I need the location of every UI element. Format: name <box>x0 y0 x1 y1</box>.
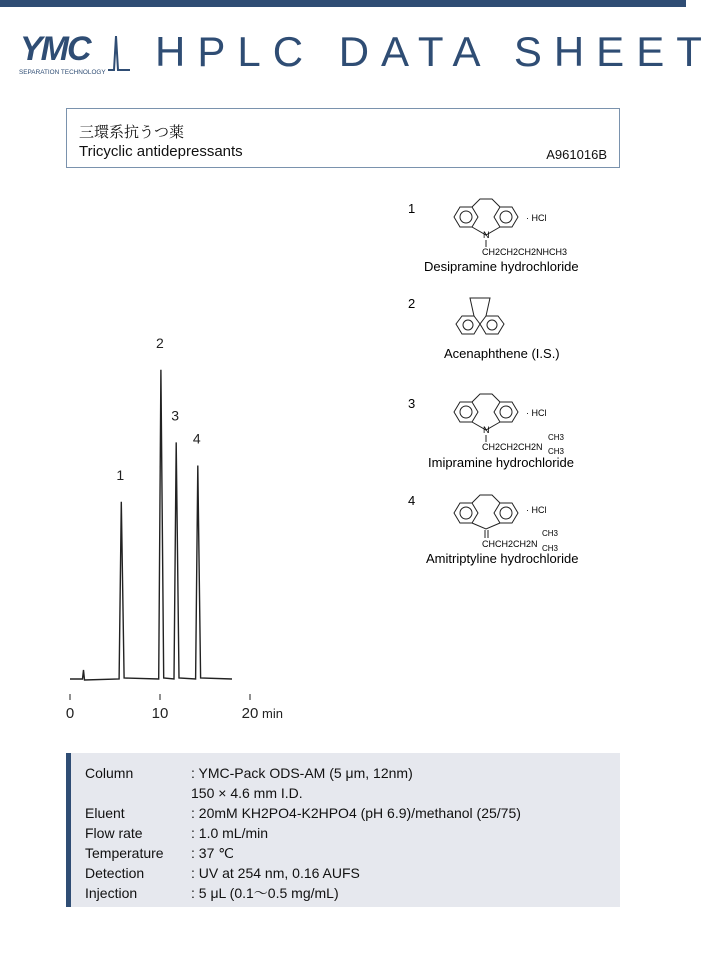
peak-label: 4 <box>192 430 201 447</box>
ymc-logo <box>18 30 130 80</box>
nitrogen-label: N <box>483 425 490 435</box>
condition-key <box>85 784 191 804</box>
methyl-upper: CH3 <box>548 433 565 442</box>
compound-3 <box>408 394 574 470</box>
compound-list <box>400 195 660 585</box>
condition-row <box>85 804 521 824</box>
sample-info-box <box>66 108 620 168</box>
methyl-lower: CH3 <box>542 544 559 553</box>
acenaphthene-structure <box>456 298 504 334</box>
condition-key: Column <box>85 765 134 781</box>
condition-key: Detection <box>85 865 145 881</box>
condition-row <box>85 784 521 804</box>
condition-value: : 20mM KH2PO4-K2HPO4 (pH 6.9)/methanol (25/75) <box>191 805 521 821</box>
compound-name: Acenaphthene (I.S.) <box>444 346 560 361</box>
salt-label: · HCl <box>526 408 547 418</box>
peak-label: 3 <box>171 407 180 424</box>
conditions-table <box>85 764 521 904</box>
condition-key: Temperature <box>85 845 164 861</box>
logo-text: YMC <box>20 30 90 68</box>
logo-subtext: SEPARATION TECHNOLOGY <box>19 69 106 76</box>
top-accent-bar <box>0 0 686 7</box>
condition-value: : 5 μL (0.1〜0.5 mg/mL) <box>191 885 339 901</box>
peak-label: 1 <box>116 466 125 483</box>
condition-value: 150 × 4.6 mm I.D. <box>191 785 303 801</box>
condition-key: Injection <box>85 885 138 901</box>
x-tick-label: 10 <box>151 705 169 722</box>
salt-label: · HCl <box>526 505 547 515</box>
condition-key: Eluent <box>85 805 125 821</box>
compound-1 <box>408 199 579 274</box>
chromatogram-trace <box>70 370 232 680</box>
methyl-upper: CH3 <box>542 529 559 538</box>
condition-row <box>85 884 521 904</box>
condition-value: : 1.0 mL/min <box>191 825 269 841</box>
compound-2 <box>408 296 560 361</box>
compound-number: 3 <box>408 396 416 411</box>
sheet-code: A961016B <box>546 147 607 162</box>
salt-label: · HCl <box>526 213 547 223</box>
peak-label: 2 <box>156 334 164 351</box>
side-chain: CH2CH2CH2NHCH3 <box>482 247 568 257</box>
x-tick-label: 20 <box>241 705 259 722</box>
compound-name: Desipramine hydrochloride <box>424 259 579 274</box>
compound-4 <box>408 493 578 566</box>
condition-value: : 37 ℃ <box>191 845 234 861</box>
condition-row <box>85 844 521 864</box>
x-axis-unit: min <box>262 706 283 721</box>
page-title: HPLC DATA SHEET <box>155 28 714 75</box>
side-chain: CH2CH2CH2N <box>482 442 543 452</box>
condition-value: : UV at 254 nm, 0.16 AUFS <box>191 865 360 881</box>
compound-name: Imipramine hydrochloride <box>428 455 574 470</box>
condition-key: Flow rate <box>85 825 143 841</box>
compound-number: 1 <box>408 201 416 216</box>
condition-row <box>85 864 521 884</box>
side-chain: CHCH2CH2N <box>482 539 538 549</box>
compound-number: 2 <box>408 296 416 311</box>
condition-row <box>85 764 521 784</box>
amitriptyline-structure <box>454 495 518 538</box>
condition-value: : YMC-Pack ODS-AM (5 μm, 12nm) <box>191 765 413 781</box>
chromatogram <box>50 330 283 730</box>
conditions-panel <box>66 753 620 907</box>
condition-row <box>85 824 521 844</box>
x-tick-label: 0 <box>65 705 75 722</box>
title-english: Tricyclic antidepressants <box>79 143 243 160</box>
title-japanese: 三環系抗うつ薬 <box>79 124 185 141</box>
nitrogen-label: N <box>483 230 490 240</box>
compound-name: Amitriptyline hydrochloride <box>426 551 579 566</box>
methyl-lower: CH3 <box>548 447 565 456</box>
compound-number: 4 <box>408 493 416 508</box>
